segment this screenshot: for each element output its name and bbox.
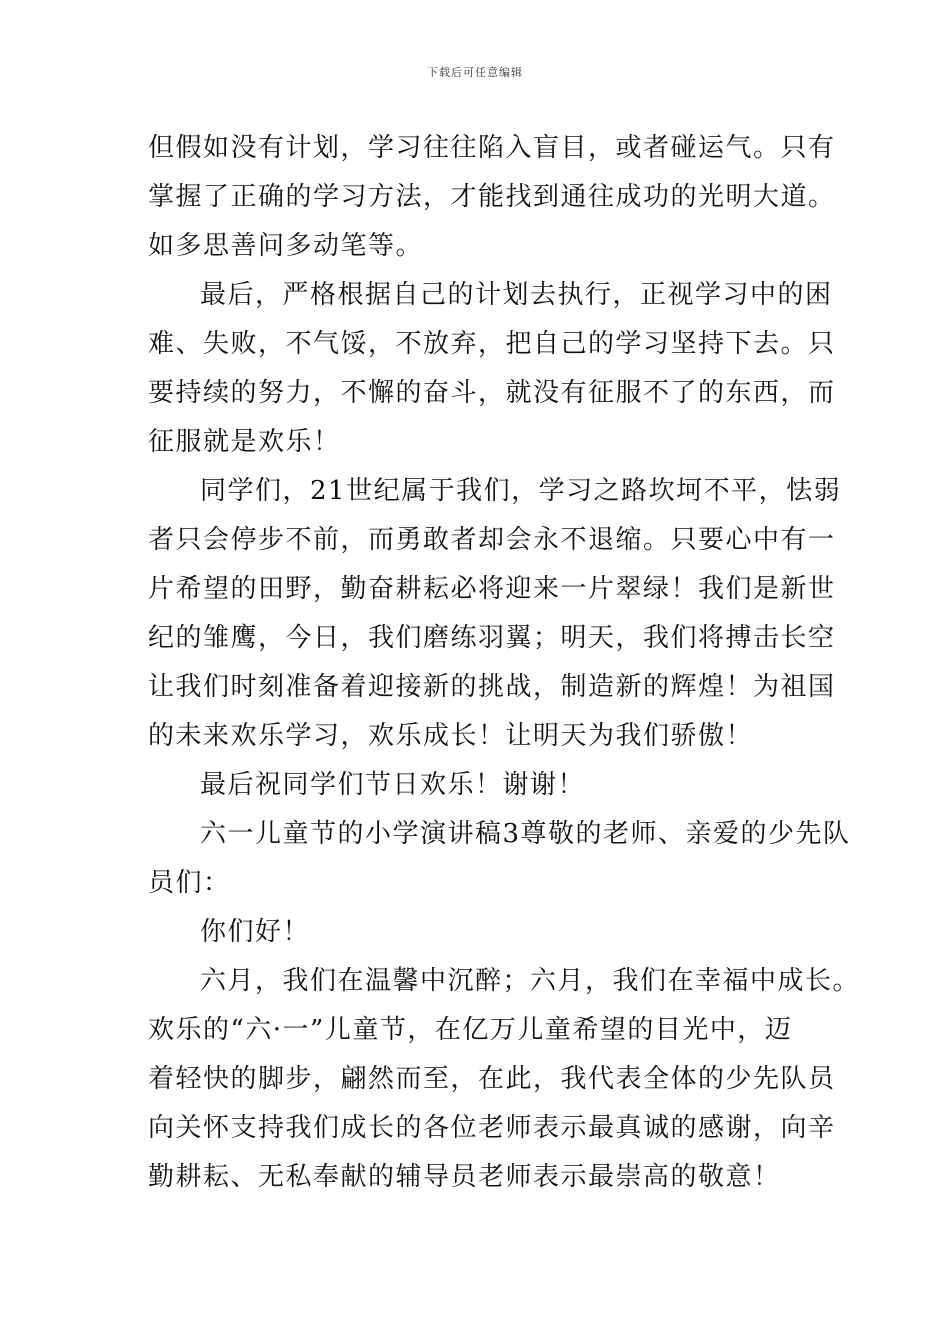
text-line: 员们： [148, 868, 231, 898]
text-line: 掌握了正确的学习方法，才能找到通往成功的光明大道。 [148, 182, 836, 212]
text-line: 欢乐的“六·一”儿童节，在亿万儿童希望的目光中，迈 [148, 1015, 793, 1045]
text-line: 向关怀支持我们成长的各位老师表示最真诚的感谢，向辛 [148, 1113, 836, 1143]
text-line: 让我们时刻准备着迎接新的挑战，制造新的辉煌！为祖国 [148, 672, 836, 702]
text-line: 要持续的努力，不懈的奋斗，就没有征服不了的东西，而 [148, 378, 836, 408]
text-line: 如多思善问多动笔等。 [148, 231, 424, 261]
text-line: 你们好！ [200, 917, 311, 947]
text-line: 纪的雏鹰，今日，我们磨练羽翼；明天，我们将搏击长空 [148, 623, 836, 653]
document-body [148, 124, 861, 1202]
text-line: 征服就是欢乐！ [148, 427, 341, 457]
text-line: 但假如没有计划，学习往往陷入盲目，或者碰运气。只有 [148, 133, 836, 163]
text-line: 勤耕耘、无私奉献的辅导员老师表示最崇高的敬意！ [148, 1162, 781, 1192]
text-line: 同学们，21世纪属于我们，学习之路坎坷不平，怯弱 [200, 476, 842, 506]
text-line: 者只会停步不前，而勇敢者却会永不退缩。只要心中有一 [148, 525, 836, 555]
text-line: 的未来欢乐学习，欢乐成长！让明天为我们骄傲！ [148, 721, 754, 751]
text-line: 六月，我们在温馨中沉醉；六月，我们在幸福中成长。 [200, 966, 861, 996]
text-line: 最后祝同学们节日欢乐！谢谢！ [200, 770, 586, 800]
text-line: 着轻快的脚步，翩然而至，在此，我代表全体的少先队员 [148, 1064, 836, 1094]
text-line: 难、失败，不气馁，不放弃，把自己的学习坚持下去。只 [148, 329, 836, 359]
text-line: 最后，严格根据自己的计划去执行，正视学习中的困 [200, 280, 833, 310]
page-header: 下载后可任意编辑 [427, 66, 523, 79]
text-line: 六一儿童节的小学演讲稿3尊敬的老师、亲爱的少先队 [200, 819, 851, 849]
text-line: 片希望的田野，勤奋耕耘必将迎来一片翠绿！我们是新世 [148, 574, 836, 604]
